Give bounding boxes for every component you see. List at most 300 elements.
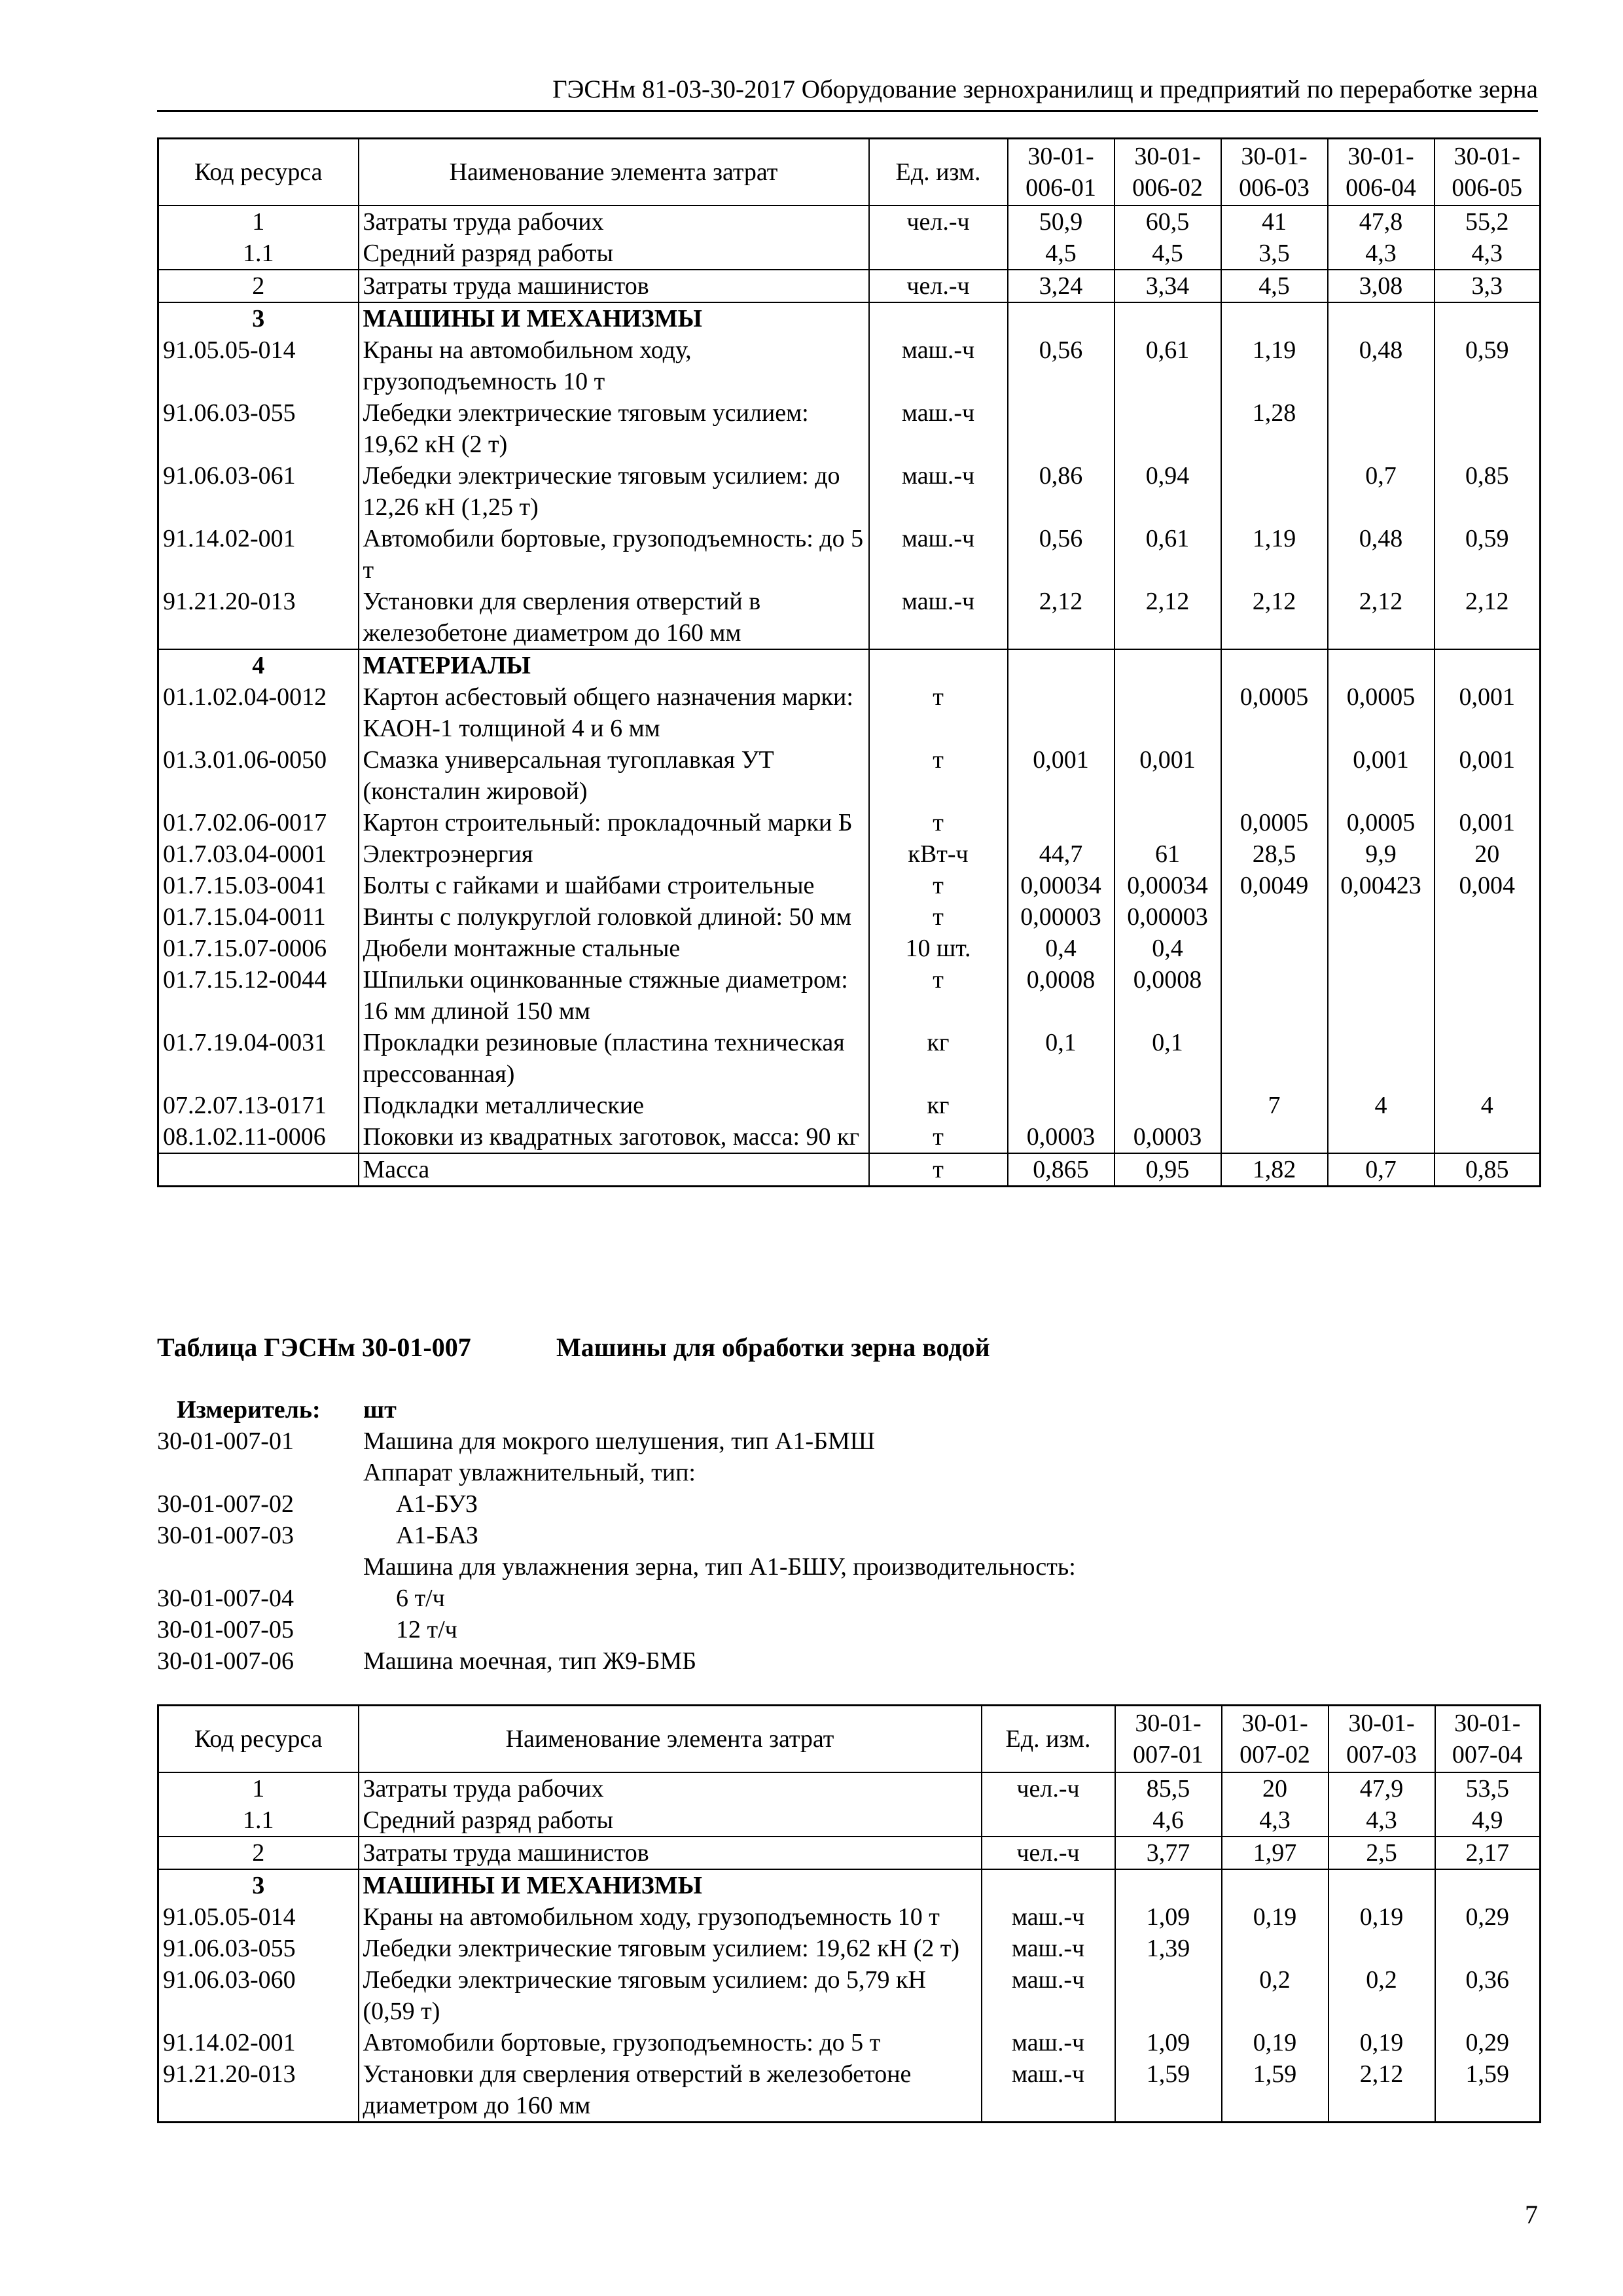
table-row [158,933,1541,964]
header-col: 30-01- 007-02 [1222,1706,1329,1773]
cell-code: 01.7.15.04-0011 [158,901,359,933]
cell-value: 7 [1221,1090,1328,1121]
cell-value: 61 [1115,838,1221,870]
cell-value: 0,0005 [1328,807,1435,838]
cell-unit: кВт-ч [869,838,1008,870]
cell-unit: 10 шт. [869,933,1008,964]
cell-unit [869,238,1008,270]
cell-value: 1,19 [1221,334,1328,397]
cell-value: 0,865 [1008,1153,1115,1187]
cell-value: 4,6 [1115,1804,1222,1837]
measure-item-code: 30-01-007-01 [157,1427,294,1455]
cell-code: 07.2.07.13-0171 [158,1090,359,1121]
cell-value [1435,1869,1541,1901]
cell-value: 0,001 [1435,807,1541,838]
cell-value: 9,9 [1328,838,1435,870]
cell-name: Установки для сверления отверстий в железобетоне диаметром до 160 мм [359,586,869,649]
cell-value: 85,5 [1115,1772,1222,1804]
cell-value [1329,1869,1435,1901]
cell-value [1115,681,1221,744]
cell-value: 0,0005 [1221,681,1328,744]
cell-code: 3 [158,1869,359,1901]
cell-value [1328,302,1435,334]
cell-name: Затраты труда машинистов [359,270,869,302]
header-col: 30-01- 006-04 [1328,139,1435,206]
resource-table-30-01-006 [157,137,1541,1187]
cell-value: 0,001 [1328,744,1435,807]
cell-value: 0,0005 [1328,681,1435,744]
cell-value: 4,5 [1008,238,1115,270]
table-header-row [158,1706,1541,1773]
measure-item-text: Машина для мокрого шелушения, тип А1-БМШ [363,1427,876,1455]
header-unit: Ед. изм. [982,1706,1115,1773]
cell-code: 2 [158,1837,359,1869]
cell-value [1115,1090,1221,1121]
cell-value: 20 [1222,1772,1329,1804]
measure-item-code: 30-01-007-05 [157,1616,294,1643]
cell-value [1008,649,1115,681]
resource-table-30-01-007 [157,1704,1541,2123]
cell-value: 0,7 [1328,1153,1435,1187]
cell-value: 0,95 [1115,1153,1221,1187]
cell-value: 0,0049 [1221,870,1328,901]
table-row [158,1837,1541,1869]
table-row [158,807,1541,838]
cell-value: 47,9 [1329,1772,1435,1804]
cell-name: Автомобили бортовые, грузоподъемность: до 5 т [359,2027,982,2058]
cell-value: 0,59 [1435,334,1541,397]
cell-value [1435,1121,1541,1153]
cell-unit: маш.-ч [982,1933,1115,1964]
cell-name: Болты с гайками и шайбами строительные [359,870,869,901]
cell-code: 01.7.03.04-0001 [158,838,359,870]
cell-unit: т [869,681,1008,744]
measure-value: шт [363,1396,397,1424]
cell-value: 0,29 [1435,1901,1541,1933]
cell-name: Средний разряд работы [359,1804,982,1837]
cell-value: 2,12 [1329,2058,1435,2123]
cell-value [1328,649,1435,681]
cell-unit: т [869,964,1008,1027]
cell-code: 1.1 [158,1804,359,1837]
cell-value: 0,85 [1435,1153,1541,1187]
cell-value: 0,0003 [1008,1121,1115,1153]
cell-unit [982,1804,1115,1837]
cell-value: 3,24 [1008,270,1115,302]
cell-value [1328,933,1435,964]
cell-value: 0,1 [1115,1027,1221,1090]
cell-value: 3,77 [1115,1837,1222,1869]
cell-value [1221,744,1328,807]
cell-name: Винты с полукруглой головкой длиной: 50 мм [359,901,869,933]
header-col: 30-01- 006-02 [1115,139,1221,206]
table-row [158,1153,1541,1187]
section-row [158,649,1541,681]
header-unit: Ед. изм. [869,139,1008,206]
cell-value: 50,9 [1008,206,1115,238]
cell-name: Картон строительный: прокладочный марки Б [359,807,869,838]
table-row [158,681,1541,744]
table-row [158,1901,1541,1933]
cell-code: 91.05.05-014 [158,1901,359,1933]
cell-value: 3,3 [1435,270,1541,302]
cell-value: 41 [1221,206,1328,238]
cell-unit: маш.-ч [869,523,1008,586]
cell-value: 4,3 [1328,238,1435,270]
cell-code: 1 [158,1772,359,1804]
cell-code [158,1153,359,1187]
cell-value: 1,59 [1435,2058,1541,2123]
cell-value [1008,302,1115,334]
cell-value: 1,19 [1221,523,1328,586]
cell-value: 0,19 [1222,2027,1329,2058]
cell-name: Картон асбестовый общего назначения марки: КАОН-1 толщиной 4 и 6 мм [359,681,869,744]
cell-unit: маш.-ч [982,1964,1115,2027]
cell-value: 4 [1328,1090,1435,1121]
cell-value [1435,302,1541,334]
cell-name: Лебедки электрические тяговым усилием: 19,62 кН (2 т) [359,397,869,460]
cell-code: 01.7.15.03-0041 [158,870,359,901]
cell-code: 4 [158,649,359,681]
cell-value: 0,85 [1435,460,1541,523]
header-col: 30-01- 006-05 [1435,139,1541,206]
measure-item-text: 12 т/ч [396,1616,457,1643]
cell-value [1008,807,1115,838]
cell-value: 0,7 [1328,460,1435,523]
header-name: Наименование элемента затрат [359,139,869,206]
cell-value [1115,649,1221,681]
cell-value: 0,4 [1115,933,1221,964]
cell-code: 01.7.15.07-0006 [158,933,359,964]
cell-name: Краны на автомобильном ходу, грузоподъемность 10 т [359,1901,982,1933]
cell-value: 0,19 [1222,1901,1329,1933]
table-row [158,744,1541,807]
table-name: Машины для обработки зерна водой [556,1333,990,1362]
cell-value: 0,00034 [1008,870,1115,901]
cell-value: 0,0003 [1115,1121,1221,1153]
cell-value: 0,2 [1329,1964,1435,2027]
cell-name: Лебедки электрические тяговым усилием: 19,62 кН (2 т) [359,1933,982,1964]
cell-value: 20 [1435,838,1541,870]
table-row [158,523,1541,586]
cell-value: 1,82 [1221,1153,1328,1187]
cell-code: 91.05.05-014 [158,334,359,397]
cell-value: 0,001 [1115,744,1221,807]
section-row [158,302,1541,334]
cell-value: 0,56 [1008,334,1115,397]
measure-item-text: А1-БУЗ [396,1490,478,1518]
cell-code: 01.1.02.04-0012 [158,681,359,744]
cell-value: 1,09 [1115,2027,1222,2058]
cell-value: 0,36 [1435,1964,1541,2027]
cell-value: 53,5 [1435,1772,1541,1804]
cell-name: МАШИНЫ И МЕХАНИЗМЫ [359,302,869,334]
cell-value [1222,1869,1329,1901]
cell-value [1435,397,1541,460]
cell-unit [869,302,1008,334]
cell-name: Лебедки электрические тяговым усилием: до 5,79 кН (0,59 т) [359,1964,982,2027]
table-row [158,206,1541,238]
table-row [158,1772,1541,1804]
cell-unit [982,1869,1115,1901]
cell-name: Прокладки резиновые (пластина техническая прессованная) [359,1027,869,1090]
cell-value: 3,08 [1328,270,1435,302]
table-header-row [158,139,1541,206]
measure-label: Измеритель: [177,1396,321,1424]
header-col: 30-01- 006-01 [1008,139,1115,206]
cell-code: 91.14.02-001 [158,2027,359,2058]
cell-value: 44,7 [1008,838,1115,870]
table-row [158,397,1541,460]
cell-value: 47,8 [1328,206,1435,238]
cell-code: 2 [158,270,359,302]
cell-value [1008,1090,1115,1121]
cell-value: 1,59 [1222,2058,1329,2123]
cell-unit: маш.-ч [869,397,1008,460]
header-col: 30-01- 007-04 [1435,1706,1541,1773]
cell-value: 0,0008 [1008,964,1115,1027]
table-row [158,334,1541,397]
table-code: Таблица ГЭСНм 30-01-007 [157,1333,471,1362]
cell-value: 0,0008 [1115,964,1221,1027]
cell-value: 0,00034 [1115,870,1221,901]
cell-value: 0,004 [1435,870,1541,901]
measure-item-code: 30-01-007-06 [157,1647,294,1675]
cell-unit: кг [869,1027,1008,1090]
table-row [158,1121,1541,1153]
cell-unit: маш.-ч [869,586,1008,649]
cell-code: 91.06.03-055 [158,1933,359,1964]
cell-unit: т [869,1121,1008,1153]
measure-item-code: 30-01-007-04 [157,1585,294,1612]
cell-unit: маш.-ч [982,2027,1115,2058]
cell-value: 1,97 [1222,1837,1329,1869]
cell-value: 0,001 [1435,744,1541,807]
cell-name: МАШИНЫ И МЕХАНИЗМЫ [359,1869,982,1901]
cell-value: 4,5 [1221,270,1328,302]
table-row [158,270,1541,302]
cell-name: Затраты труда рабочих [359,206,869,238]
cell-value: 1,59 [1115,2058,1222,2123]
cell-value: 4,3 [1435,238,1541,270]
header-col: 30-01- 007-01 [1115,1706,1222,1773]
cell-value [1435,1933,1541,1964]
cell-value: 55,2 [1435,206,1541,238]
cell-value [1008,681,1115,744]
cell-value: 1,39 [1115,1933,1222,1964]
cell-code: 01.7.15.12-0044 [158,964,359,1027]
cell-name: Поковки из квадратных заготовок, масса: 90 кг [359,1121,869,1153]
cell-value: 28,5 [1221,838,1328,870]
cell-code: 01.3.01.06-0050 [158,744,359,807]
cell-value: 0,00003 [1115,901,1221,933]
cell-value: 2,17 [1435,1837,1541,1869]
cell-name: МАТЕРИАЛЫ [359,649,869,681]
section-row [158,1869,1541,1901]
cell-value [1221,1121,1328,1153]
cell-value: 0,48 [1328,523,1435,586]
cell-unit: т [869,901,1008,933]
cell-code: 91.21.20-013 [158,2058,359,2123]
cell-value [1328,397,1435,460]
table-row [158,1027,1541,1090]
cell-code: 01.7.19.04-0031 [158,1027,359,1090]
cell-value [1115,397,1221,460]
cell-value [1115,1964,1222,2027]
cell-code: 91.06.03-061 [158,460,359,523]
cell-unit [869,649,1008,681]
header-code: Код ресурса [158,139,359,206]
cell-unit: маш.-ч [982,2058,1115,2123]
cell-value [1435,933,1541,964]
cell-value: 0,61 [1115,523,1221,586]
table-row [158,1804,1541,1837]
cell-code: 08.1.02.11-0006 [158,1121,359,1153]
cell-value [1115,1869,1222,1901]
table-row [158,964,1541,1027]
table-row [158,1090,1541,1121]
table-row [158,238,1541,270]
cell-value: 0,19 [1329,2027,1435,2058]
table-row [158,460,1541,523]
cell-name: Лебедки электрические тяговым усилием: до 12,26 кН (1,25 т) [359,460,869,523]
cell-name: Смазка универсальная тугоплавкая УТ (консталин жировой) [359,744,869,807]
cell-value [1328,1027,1435,1090]
cell-value [1221,1027,1328,1090]
cell-value [1328,901,1435,933]
cell-value: 0,86 [1008,460,1115,523]
table-title [157,1331,990,1364]
measure-item-text: Машина для увлажнения зерна, тип А1-БШУ, производительность: [363,1553,1076,1581]
cell-value: 4,3 [1222,1804,1329,1837]
header-code: Код ресурса [158,1706,359,1773]
cell-value: 4 [1435,1090,1541,1121]
cell-value: 0,1 [1008,1027,1115,1090]
cell-value [1328,1121,1435,1153]
cell-value [1008,397,1115,460]
cell-value: 4,5 [1115,238,1221,270]
cell-value [1221,460,1328,523]
measure-item-code: 30-01-007-02 [157,1490,294,1518]
cell-name: Средний разряд работы [359,238,869,270]
cell-code: 91.06.03-055 [158,397,359,460]
cell-value [1221,933,1328,964]
cell-name: Масса [359,1153,869,1187]
cell-unit: чел.-ч [982,1837,1115,1869]
cell-name: Подкладки металлические [359,1090,869,1121]
table-row [158,1964,1541,2027]
page-number: 7 [1525,2200,1538,2229]
measure-item-text: Машина моечная, тип Ж9-БМБ [363,1647,697,1675]
cell-value [1221,901,1328,933]
table-row [158,2058,1541,2123]
cell-unit: т [869,870,1008,901]
cell-value [1221,964,1328,1027]
cell-name: Дюбели монтажные стальные [359,933,869,964]
cell-value [1435,901,1541,933]
cell-name: Установки для сверления отверстий в железобетоне диаметром до 160 мм [359,2058,982,2123]
cell-value: 0,2 [1222,1964,1329,2027]
cell-value: 1,28 [1221,397,1328,460]
cell-code: 91.14.02-001 [158,523,359,586]
cell-unit: т [869,1153,1008,1187]
cell-unit: чел.-ч [982,1772,1115,1804]
cell-value [1221,649,1328,681]
cell-unit: маш.-ч [982,1901,1115,1933]
cell-value: 0,001 [1435,681,1541,744]
cell-value: 2,12 [1328,586,1435,649]
cell-name: Затраты труда рабочих [359,1772,982,1804]
cell-value: 60,5 [1115,206,1221,238]
cell-code: 91.21.20-013 [158,586,359,649]
cell-name: Краны на автомобильном ходу, грузоподъемность 10 т [359,334,869,397]
table-row [158,901,1541,933]
cell-value [1115,302,1221,334]
cell-code: 1 [158,206,359,238]
cell-value: 0,001 [1008,744,1115,807]
cell-value: 0,0005 [1221,807,1328,838]
cell-value: 0,94 [1115,460,1221,523]
measure-item-code: 30-01-007-03 [157,1522,294,1549]
cell-value: 0,29 [1435,2027,1541,2058]
cell-name: Автомобили бортовые, грузоподъемность: до 5 т [359,523,869,586]
cell-unit: кг [869,1090,1008,1121]
cell-value: 2,12 [1008,586,1115,649]
cell-value: 2,12 [1115,586,1221,649]
cell-value: 4,3 [1329,1804,1435,1837]
cell-value: 0,19 [1329,1901,1435,1933]
table-row [158,1933,1541,1964]
cell-value: 0,48 [1328,334,1435,397]
cell-code: 01.7.02.06-0017 [158,807,359,838]
cell-value: 4,9 [1435,1804,1541,1837]
table-row [158,838,1541,870]
measure-item-text: 6 т/ч [396,1585,445,1612]
table-row [158,586,1541,649]
cell-value [1222,1933,1329,1964]
measure-item-text: А1-БАЗ [396,1522,478,1549]
cell-value: 2,12 [1435,586,1541,649]
cell-value: 1,09 [1115,1901,1222,1933]
cell-code: 1.1 [158,238,359,270]
cell-unit: т [869,744,1008,807]
cell-value: 0,61 [1115,334,1221,397]
cell-value: 0,4 [1008,933,1115,964]
cell-value [1328,964,1435,1027]
cell-value [1221,302,1328,334]
table-row [158,2027,1541,2058]
cell-unit: маш.-ч [869,334,1008,397]
cell-name: Шпильки оцинкованные стяжные диаметром: 16 мм длиной 150 мм [359,964,869,1027]
cell-value: 2,12 [1221,586,1328,649]
cell-value: 0,59 [1435,523,1541,586]
cell-name: Затраты труда машинистов [359,1837,982,1869]
cell-value [1115,807,1221,838]
cell-value: 3,34 [1115,270,1221,302]
cell-code: 3 [158,302,359,334]
cell-value: 3,5 [1221,238,1328,270]
cell-value [1435,964,1541,1027]
running-header: ГЭСНм 81-03-30-2017 Оборудование зернохранилищ и предприятий по переработке зерна [157,73,1538,112]
cell-value: 0,56 [1008,523,1115,586]
cell-unit: чел.-ч [869,206,1008,238]
table-row [158,870,1541,901]
cell-unit: маш.-ч [869,460,1008,523]
header-col: 30-01- 007-03 [1329,1706,1435,1773]
cell-value: 2,5 [1329,1837,1435,1869]
measure-item-text: Аппарат увлажнительный, тип: [363,1459,696,1486]
cell-value: 0,00003 [1008,901,1115,933]
